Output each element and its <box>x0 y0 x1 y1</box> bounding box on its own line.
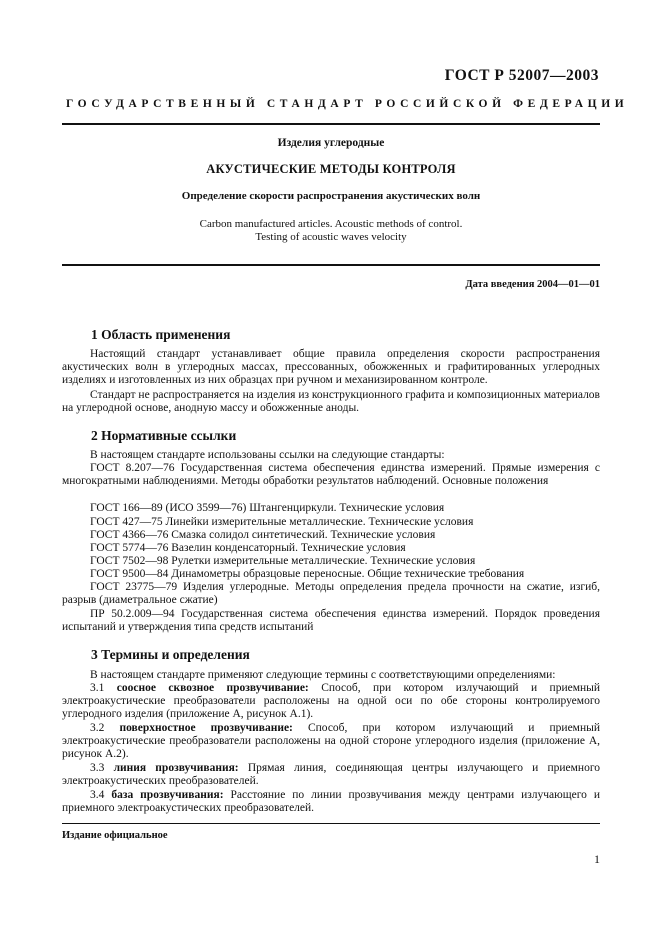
term-definition: 3.2 поверхностное прозвучивание: Способ, при котором излучающий и приемный электроакустические преобразователи расположены на одной стороне углеродного изделия (приложение А, рисунок А.2). <box>62 722 600 761</box>
english-title-line-2: Testing of acoustic waves velocity <box>255 231 407 243</box>
term-definition: 3.3 линия прозвучивания: Прямая линия, соединяющая центры излучающего и приемного электроакустических преобразователей. <box>62 762 601 788</box>
reference-item: ГОСТ 8.207—76 Государственная система обеспечения единства измерений. Прямые измерения с многократными наблюдениями. Методы обработки результатов наблюдений. Основные положения <box>62 462 600 488</box>
section-3-intro: В настоящем стандарте применяют следующие термины с соответствующими определениями: <box>90 669 556 681</box>
title-line-2: АКУСТИЧЕСКИЕ МЕТОДЫ КОНТРОЛЯ <box>206 162 456 176</box>
reference-item: ПР 50.2.009—94 Государственная система обеспечения единства измерений. Порядок проведения испытаний и утверждения типа средств испытаний <box>62 608 600 634</box>
term-definition: 3.4 база прозвучивания: Расстояние по линии прозвучивания между центрами излучающего и приемного электроакустических преобразователей. <box>62 789 601 815</box>
section-1-paragraph-1: Настоящий стандарт устанавливает общие правила определения скорости распространения акустических волн в углеродных массах, прессованных, обожженных и графитированных углеродных изделиях и изготовленных из них образцах при ручном и механизированном контроле. <box>62 348 600 387</box>
document-number: ГОСТ Р 52007—2003 <box>444 67 599 84</box>
reference-item: ГОСТ 4366—76 Смазка солидол синтетический. Технические условия <box>90 529 436 541</box>
section-3-heading: 3 Термины и определения <box>91 647 250 662</box>
reference-item: ГОСТ 5774—76 Вазелин конденсаторный. Технические условия <box>90 542 406 554</box>
edition-note: Издание официальное <box>62 830 168 841</box>
section-2-heading: 2 Нормативные ссылки <box>91 428 237 443</box>
section-1-heading: 1 Область применения <box>91 327 231 342</box>
page-number: 1 <box>594 852 600 866</box>
title-rule <box>62 264 600 266</box>
english-title-line-1: Carbon manufactured articles. Acoustic methods of control. <box>199 218 463 230</box>
introduction-date: Дата введения 2004—01—01 <box>465 279 600 290</box>
header-rule <box>62 123 600 125</box>
reference-item: ГОСТ 23775—79 Изделия углеродные. Методы определения предела прочности на сжатие, изгиб, разрыв (диаметральное сжатие) <box>62 581 600 607</box>
title-line-1: Изделия углеродные <box>277 137 385 149</box>
section-2-intro: В настоящем стандарте использованы ссылки на следующие стандарты: <box>90 449 445 461</box>
reference-item: ГОСТ 7502—98 Рулетки измерительные металлические. Технические условия <box>90 555 476 567</box>
section-1-paragraph-2: Стандарт не распространяется на изделия из конструкционного графита и композиционных материалов на углеродной основе, анодную массу и обожженные аноды. <box>62 389 600 415</box>
english-title <box>62 218 600 244</box>
reference-item: ГОСТ 427—75 Линейки измерительные металлические. Технические условия <box>90 516 474 528</box>
organization-title: ГОСУДАРСТВЕННЫЙ СТАНДАРТ РОССИЙСКОЙ ФЕДЕРАЦИИ <box>66 98 629 110</box>
footer-rule <box>62 823 600 824</box>
reference-item: ГОСТ 166—89 (ИСО 3599—76) Штангенциркули. Технические условия <box>90 502 445 514</box>
term-definition: 3.1 соосное сквозное прозвучивание: Способ, при котором излучающий и приемный электроакустические преобразователи расположены на одной оси по обе стороны контролируемого углеродного изделия (приложение А, рисунок А.1). <box>62 682 601 721</box>
title-line-3: Определение скорости распространения акустических волн <box>181 190 481 202</box>
reference-item: ГОСТ 9500—84 Динамометры образцовые переносные. Общие технические требования <box>90 568 525 580</box>
